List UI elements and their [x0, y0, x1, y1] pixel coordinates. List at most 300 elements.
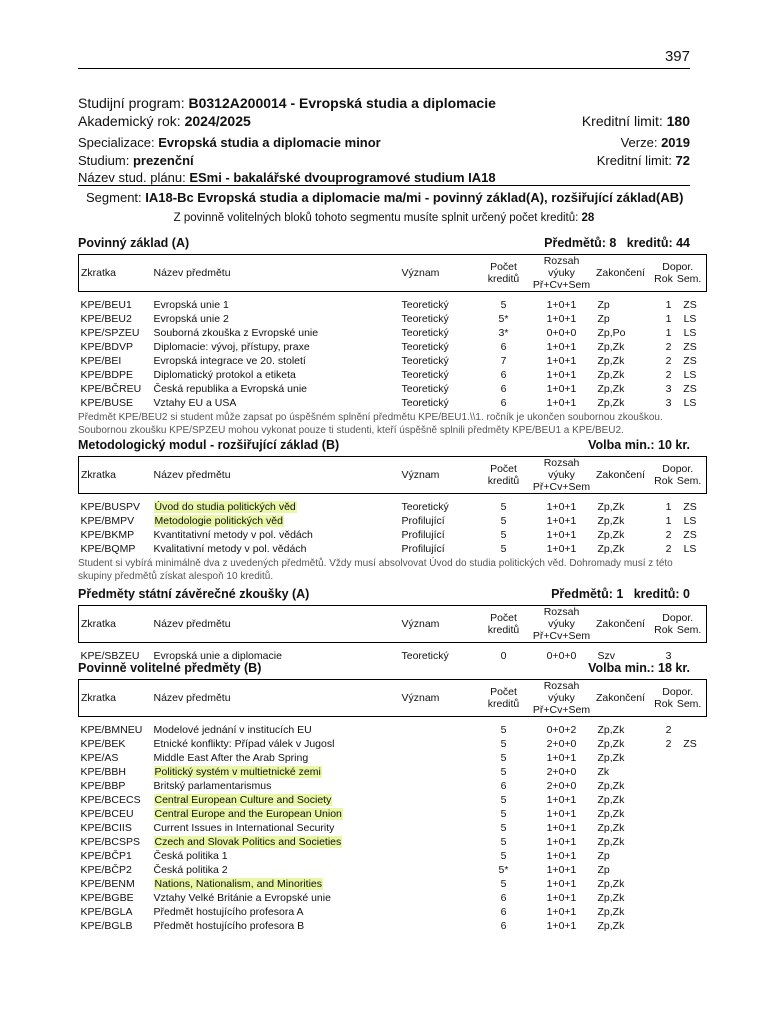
course-credits: 6 — [500, 397, 507, 409]
col-rec-year-label: Rok — [654, 273, 673, 285]
col-credits-label-2: kreditů — [487, 698, 520, 710]
course-completion: Zp,Zk — [597, 355, 625, 367]
course-name: Czech and Slovak Politics and Societies — [154, 836, 342, 848]
col-code-label: Zkratka — [81, 469, 117, 481]
course-scope: 1+0+1 — [546, 397, 577, 409]
segment-note — [0, 212, 768, 224]
table-row — [79, 905, 707, 919]
section-title: Metodologický modul - rozšiřující základ (B) — [78, 438, 340, 452]
course-completion: Zp,Zk — [597, 515, 625, 527]
col-name-label: Název předmětu — [153, 267, 231, 279]
section-header — [78, 587, 690, 605]
table-row — [79, 877, 707, 891]
course-year: 1 — [665, 299, 672, 311]
course-code: KPE/BKMP — [80, 529, 135, 541]
course-credits: 5 — [500, 724, 507, 736]
course-code: KPE/BČP2 — [80, 864, 132, 876]
col-completion — [592, 457, 650, 494]
course-name: Úvod do studia politických věd — [154, 501, 296, 513]
course-table — [78, 605, 707, 663]
col-type — [400, 606, 476, 643]
table-row — [79, 382, 707, 396]
program-label: Studijní program: — [78, 95, 185, 111]
section-3 — [78, 661, 702, 933]
section-note — [78, 411, 690, 437]
col-credits-label-1: Počet — [490, 261, 517, 273]
course-completion: Zp,Zk — [597, 794, 625, 806]
year-label: Akademický rok: — [78, 113, 181, 129]
course-table — [78, 456, 707, 556]
course-year: 1 — [665, 501, 672, 513]
course-year: 2 — [665, 529, 672, 541]
course-credits: 5 — [500, 299, 507, 311]
course-scope: 1+0+1 — [546, 906, 577, 918]
study-value: prezenční — [132, 152, 194, 168]
section-note — [78, 557, 690, 583]
table-row — [79, 751, 707, 765]
course-semester: LS — [683, 313, 697, 325]
course-name: Evropská unie 1 — [153, 299, 229, 311]
course-scope: 1+0+1 — [546, 529, 577, 541]
course-completion: Zp,Zk — [597, 780, 625, 792]
col-type-label: Význam — [401, 692, 440, 704]
segment-title — [86, 190, 683, 205]
course-code: KPE/BEK — [80, 738, 126, 750]
course-completion: Zp,Zk — [597, 543, 625, 555]
course-year: 1 — [665, 313, 672, 325]
col-type — [400, 255, 476, 292]
course-completion: Zp,Zk — [597, 369, 625, 381]
course-semester: ZS — [683, 355, 697, 367]
course-code: KPE/AS — [80, 752, 119, 764]
col-type-label: Význam — [401, 618, 440, 630]
course-year: 1 — [665, 515, 672, 527]
segment-note-text: Z povinně volitelných bloků tohoto segmentu musíte splnit určený počet kreditů: — [173, 212, 579, 224]
spec-value: Evropská studia a diplomacie minor — [158, 135, 381, 150]
course-name: Etnické konflikty: Případ válek v Jugosl — [153, 738, 335, 750]
col-completion-label: Zakončení — [595, 692, 646, 704]
course-type: Teoretický — [401, 650, 449, 662]
course-scope: 1+0+1 — [546, 515, 577, 527]
course-name: Diplomacie: vývoj, přístupy, praxe — [153, 341, 310, 353]
course-code: KPE/BBP — [80, 780, 126, 792]
course-code: KPE/BCSPS — [80, 836, 141, 848]
col-scope-label-1: Rozsah výuky — [543, 680, 580, 704]
course-code: KPE/BUSPV — [80, 501, 141, 513]
credit-limit-label: Kreditní limit: — [581, 113, 663, 129]
section-summary: Volba min.: 18 kr. — [588, 661, 690, 675]
course-code: KPE/BGLB — [80, 920, 133, 932]
table-row — [79, 835, 707, 849]
table-row — [79, 396, 707, 410]
course-completion: Zp,Zk — [597, 724, 625, 736]
course-scope: 0+0+2 — [546, 724, 577, 736]
section-summary: Předmětů: 8 kreditů: 44 — [544, 236, 690, 250]
course-type: Teoretický — [401, 383, 449, 395]
course-completion: Zp — [597, 313, 610, 325]
col-scope-label-2: Př+Cv+Sem — [532, 481, 591, 493]
col-scope — [532, 457, 592, 494]
course-semester: LS — [683, 369, 697, 381]
year-value: 2024/2025 — [184, 113, 251, 129]
col-rec-label: Dopor. — [662, 686, 694, 698]
table-row — [79, 528, 707, 542]
course-code: KPE/BCIIS — [80, 822, 132, 834]
col-rec-sem-label: Sem. — [676, 273, 702, 285]
course-code: KPE/BBH — [80, 766, 127, 778]
col-completion — [592, 680, 650, 717]
course-completion: Szv — [597, 650, 616, 662]
course-year: 3 — [665, 650, 672, 662]
col-name — [152, 457, 400, 494]
course-name: Middle East After the Arab Spring — [153, 752, 309, 764]
course-semester: ZS — [683, 299, 697, 311]
course-code: KPE/BEU2 — [80, 313, 132, 325]
course-completion: Zp — [597, 850, 610, 862]
course-scope: 1+0+1 — [546, 313, 577, 325]
credit-limit2-value: 72 — [675, 152, 690, 168]
course-name: Kvantitativní metody v pol. vědách — [153, 529, 313, 541]
course-credits: 5* — [498, 864, 509, 876]
table-row — [79, 793, 707, 807]
course-credits: 6 — [500, 369, 507, 381]
study-label: Studium: — [78, 152, 130, 168]
course-name: Current Issues in International Security — [153, 822, 335, 834]
course-code: KPE/BČP1 — [80, 850, 132, 862]
course-name: Central Europe and the European Union — [154, 808, 342, 820]
course-year: 2 — [665, 543, 672, 555]
col-code-label: Zkratka — [81, 267, 117, 279]
course-name: Vztahy Velké Británie a Evropské unie — [153, 892, 331, 904]
course-semester: ZS — [683, 529, 697, 541]
col-credits-label-2: kreditů — [487, 624, 520, 636]
col-credits — [476, 457, 532, 494]
segment-label: Segment: — [86, 190, 142, 205]
course-scope: 1+0+1 — [546, 808, 577, 820]
study-plan-header — [78, 94, 690, 187]
course-table — [78, 254, 707, 410]
table-row — [79, 368, 707, 382]
course-credits: 0 — [500, 650, 507, 662]
course-scope: 1+0+1 — [546, 794, 577, 806]
col-scope-label-1: Rozsah výuky — [543, 606, 580, 630]
table-row — [79, 807, 707, 821]
col-credits — [476, 255, 532, 292]
table-row — [79, 765, 707, 779]
course-semester: LS — [683, 397, 697, 409]
course-code: KPE/BQMP — [80, 543, 136, 555]
col-scope-label-1: Rozsah výuky — [543, 255, 580, 279]
top-rule — [78, 68, 690, 69]
course-code: KPE/BEU1 — [80, 299, 132, 311]
course-credits: 6 — [500, 906, 507, 918]
col-rec-label: Dopor. — [662, 463, 694, 475]
col-type — [400, 680, 476, 717]
course-year: 3 — [665, 383, 672, 395]
course-credits: 5 — [500, 515, 507, 527]
course-name: Evropská unie a diplomacie — [153, 650, 282, 662]
course-completion: Zp,Zk — [597, 920, 625, 932]
course-name: Diplomatický protokol a etiketa — [153, 369, 296, 381]
course-type: Teoretický — [401, 369, 449, 381]
table-row — [79, 542, 707, 556]
course-year: 2 — [665, 724, 672, 736]
course-completion: Zp,Zk — [597, 906, 625, 918]
section-note-line: Soubornou zkoušku KPE/SPZEU mohou vykonat pouze ti studenti, kteří úspěšně splnili předměty KPE/BEU1 a KPE/BEU2. — [78, 425, 624, 436]
course-name: Evropská unie 2 — [153, 313, 229, 325]
col-scope-label-2: Př+Cv+Sem — [532, 704, 591, 716]
col-rec-year-label: Rok — [654, 698, 673, 710]
course-semester: ZS — [683, 501, 697, 513]
course-code: KPE/BEI — [80, 355, 122, 367]
specialization-row — [78, 134, 690, 152]
table-row — [79, 340, 707, 354]
course-name: Předmět hostujícího profesora B — [153, 920, 305, 932]
table-row — [79, 298, 707, 312]
course-code: KPE/BMPV — [80, 515, 135, 527]
course-type: Teoretický — [401, 355, 449, 367]
course-semester: ZS — [683, 383, 697, 395]
course-year: 2 — [665, 738, 672, 750]
col-credits-label-2: kreditů — [487, 273, 520, 285]
col-scope-label-2: Př+Cv+Sem — [532, 279, 591, 291]
col-rec-sem-label: Sem. — [676, 624, 702, 636]
course-credits: 5 — [500, 808, 507, 820]
col-code — [79, 606, 152, 643]
table-row — [79, 500, 707, 514]
course-scope: 2+0+0 — [546, 766, 577, 778]
table-row — [79, 891, 707, 905]
col-code-label: Zkratka — [81, 692, 117, 704]
course-scope: 1+0+1 — [546, 850, 577, 862]
course-semester: LS — [683, 515, 697, 527]
table-row — [79, 919, 707, 933]
spec-label: Specializace: — [78, 135, 155, 150]
course-credits: 5 — [500, 850, 507, 862]
course-semester: ZS — [683, 738, 697, 750]
course-credits: 6 — [500, 780, 507, 792]
course-credits: 5 — [500, 836, 507, 848]
table-row — [79, 514, 707, 528]
course-scope: 1+0+1 — [546, 836, 577, 848]
col-rec-year-label: Rok — [654, 624, 673, 636]
section-title: Povinný základ (A) — [78, 236, 190, 250]
col-code — [79, 255, 152, 292]
course-completion: Zp — [597, 299, 610, 311]
col-credits — [476, 606, 532, 643]
course-code: KPE/BUSE — [80, 397, 134, 409]
course-name: Vztahy EU a USA — [153, 397, 237, 409]
col-rec-sem-label: Sem. — [676, 698, 702, 710]
course-completion: Zp,Po — [597, 327, 626, 339]
course-scope: 0+0+0 — [546, 650, 577, 662]
course-completion: Zp,Zk — [597, 397, 625, 409]
col-name-label: Název předmětu — [153, 692, 231, 704]
col-name-label: Název předmětu — [153, 618, 231, 630]
course-type: Teoretický — [401, 327, 449, 339]
table-row — [79, 723, 707, 737]
course-type: Profilující — [401, 543, 445, 555]
course-code: KPE/BCECS — [80, 794, 141, 806]
version-value: 2019 — [661, 135, 690, 150]
col-name — [152, 606, 400, 643]
course-type: Profilující — [401, 515, 445, 527]
course-name: Metodologie politických věd — [154, 515, 283, 527]
course-completion: Zp,Zk — [597, 808, 625, 820]
plan-row — [78, 169, 690, 187]
col-name-label: Název předmětu — [153, 469, 231, 481]
course-scope: 2+0+0 — [546, 738, 577, 750]
course-credits: 5 — [500, 794, 507, 806]
col-type-label: Význam — [401, 267, 440, 279]
course-name: Politický systém v multietnické zemi — [154, 766, 321, 778]
course-type: Teoretický — [401, 313, 449, 325]
col-scope — [532, 680, 592, 717]
course-completion: Zp,Zk — [597, 738, 625, 750]
course-credits: 5 — [500, 543, 507, 555]
segment-value: IA18-Bc Evropská studia a diplomacie ma/mi - povinný základ(A), rozšiřující základ(AB) — [145, 190, 684, 205]
course-name: Modelové jednání v institucích EU — [153, 724, 312, 736]
course-name: Nations, Nationalism, and Minorities — [154, 878, 322, 890]
section-note-line: skupiny předmětů získat alespoň 10 kreditů. — [78, 571, 274, 582]
course-code: KPE/BDPE — [80, 369, 134, 381]
course-credits: 7 — [500, 355, 507, 367]
col-name — [152, 680, 400, 717]
course-scope: 1+0+1 — [546, 892, 577, 904]
course-code: KPE/BCEU — [80, 808, 134, 820]
course-code: KPE/SBZEU — [80, 650, 140, 662]
course-scope: 1+0+1 — [546, 752, 577, 764]
course-credits: 6 — [500, 892, 507, 904]
course-name: Česká politika 2 — [153, 864, 228, 876]
course-credits: 5 — [500, 529, 507, 541]
course-type: Teoretický — [401, 299, 449, 311]
table-row — [79, 326, 707, 340]
course-scope: 1+0+1 — [546, 369, 577, 381]
course-scope: 1+0+1 — [546, 355, 577, 367]
program-row — [78, 94, 690, 112]
col-credits — [476, 680, 532, 717]
course-scope: 0+0+0 — [546, 327, 577, 339]
course-completion: Zk — [597, 766, 610, 778]
course-year: 1 — [665, 327, 672, 339]
course-code: KPE/BČREU — [80, 383, 142, 395]
course-scope: 1+0+1 — [546, 878, 577, 890]
course-credits: 6 — [500, 920, 507, 932]
course-table — [78, 679, 707, 933]
col-credits-label-1: Počet — [490, 612, 517, 624]
course-credits: 5 — [500, 738, 507, 750]
course-year: 3 — [665, 397, 672, 409]
col-scope-label-1: Rozsah výuky — [543, 457, 580, 481]
section-header — [78, 661, 690, 679]
plan-label: Název stud. plánu: — [78, 170, 186, 185]
segment-top-rule — [78, 185, 690, 186]
course-credits: 5 — [500, 752, 507, 764]
course-completion: Zp,Zk — [597, 529, 625, 541]
course-credits: 5 — [500, 822, 507, 834]
course-scope: 1+0+1 — [546, 864, 577, 876]
course-credits: 3* — [498, 327, 509, 339]
col-type — [400, 457, 476, 494]
table-row — [79, 821, 707, 835]
course-semester: LS — [683, 543, 697, 555]
course-name: Česká politika 1 — [153, 850, 228, 862]
study-row — [78, 152, 690, 170]
col-scope — [532, 255, 592, 292]
course-credits: 6 — [500, 341, 507, 353]
course-type: Teoretický — [401, 501, 449, 513]
course-scope: 1+0+1 — [546, 543, 577, 555]
section-2 — [78, 587, 702, 663]
year-row — [78, 112, 690, 130]
course-credits: 5 — [500, 766, 507, 778]
course-completion: Zp,Zk — [597, 752, 625, 764]
course-name: Evropská integrace ve 20. století — [153, 355, 306, 367]
table-row — [79, 312, 707, 326]
course-completion: Zp,Zk — [597, 341, 625, 353]
col-credits-label-1: Počet — [490, 686, 517, 698]
table-row — [79, 849, 707, 863]
section-header — [78, 236, 690, 254]
course-name: Britský parlamentarismus — [153, 780, 272, 792]
course-code: KPE/BGBE — [80, 892, 134, 904]
table-row — [79, 737, 707, 751]
course-name: Česká republika a Evropská unie — [153, 383, 308, 395]
section-0 — [78, 236, 702, 437]
col-code-label: Zkratka — [81, 618, 117, 630]
col-code — [79, 457, 152, 494]
section-title: Povinně volitelné předměty (B) — [78, 661, 262, 675]
course-name: Předmět hostujícího profesora A — [153, 906, 304, 918]
section-header — [78, 438, 690, 456]
section-summary: Předmětů: 1 kreditů: 0 — [551, 587, 690, 601]
col-recommended — [650, 606, 707, 643]
course-credits: 5* — [498, 313, 509, 325]
course-scope: 1+0+1 — [546, 383, 577, 395]
col-rec-label: Dopor. — [662, 261, 694, 273]
col-recommended — [650, 457, 707, 494]
course-scope: 1+0+1 — [546, 920, 577, 932]
course-type: Teoretický — [401, 397, 449, 409]
course-completion: Zp,Zk — [597, 892, 625, 904]
section-note-line: Předmět KPE/BEU2 si student může zapsat po úspěšném splnění předmětu KPE/BEU1.\\1. ročník je ukončen soubornou zkouškou. — [78, 412, 663, 423]
table-row — [79, 354, 707, 368]
col-scope — [532, 606, 592, 643]
table-row — [79, 863, 707, 877]
col-recommended — [650, 255, 707, 292]
col-completion — [592, 255, 650, 292]
course-name: Kvalitativní metody v pol. vědách — [153, 543, 307, 555]
course-credits: 6 — [500, 383, 507, 395]
program-value: B0312A200014 - Evropská studia a diplomacie — [188, 95, 496, 111]
course-code: KPE/BGLA — [80, 906, 133, 918]
course-name: Central European Culture and Society — [154, 794, 332, 806]
col-credits-label-1: Počet — [490, 463, 517, 475]
col-rec-year-label: Rok — [654, 475, 673, 487]
col-rec-sem-label: Sem. — [676, 475, 702, 487]
course-type: Teoretický — [401, 341, 449, 353]
course-year: 2 — [665, 355, 672, 367]
table-row — [79, 779, 707, 793]
col-credits-label-2: kreditů — [487, 475, 520, 487]
course-completion: Zp — [597, 864, 610, 876]
section-note-line: Student si vybírá minimálně dva z uvedených předmětů. Vždy musí absolvovat Úvod do studia politických věd. Dohromady musí z této — [78, 558, 673, 569]
col-completion-label: Zakončení — [595, 469, 646, 481]
course-credits: 5 — [500, 501, 507, 513]
course-completion: Zp,Zk — [597, 822, 625, 834]
col-type-label: Význam — [401, 469, 440, 481]
